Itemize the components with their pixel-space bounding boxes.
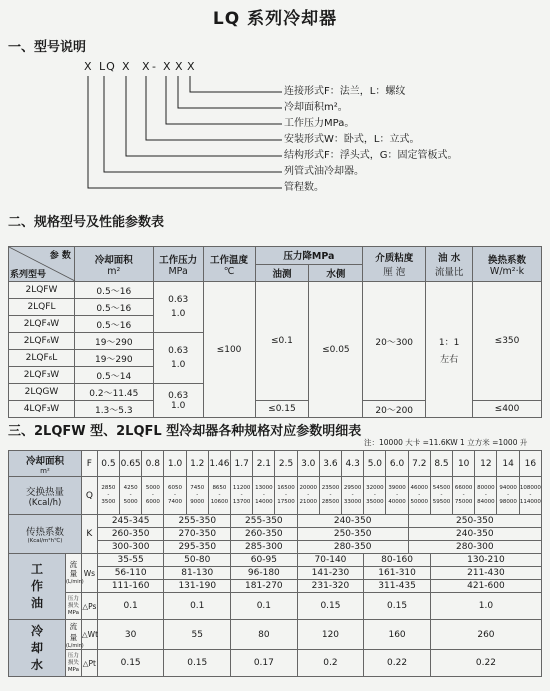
desc-line: 管程数。: [284, 182, 324, 193]
oil-flow-cell: 231-320: [297, 580, 364, 593]
header-pressure: 工作压力 MPa: [153, 247, 203, 282]
area-value: 1.46: [208, 451, 230, 477]
heat-cell: 66000 - 75000: [453, 477, 475, 515]
area-value: 2.5: [275, 451, 297, 477]
code-char: LQ: [99, 60, 116, 73]
header-ratio: 油 水 流量比: [426, 247, 473, 282]
heat-cell: 6050 - 7400: [164, 477, 186, 515]
code-char: -: [152, 60, 157, 73]
area-cell: 0.5～16: [74, 299, 153, 316]
k-cell: 260-350: [231, 528, 298, 541]
pressure-cell: 0.63 1.0: [153, 384, 203, 418]
water-drop-cell: 0.15: [97, 650, 164, 677]
water-flow-cell: 55: [164, 620, 231, 650]
heat-cell: 5000 - 6000: [142, 477, 164, 515]
area-value: 4.3: [342, 451, 364, 477]
heat-cell: 2850 - 3500: [97, 477, 119, 515]
heat-cell: 7450 - 9000: [186, 477, 208, 515]
drop-water-cell: ≤0.05: [309, 282, 363, 418]
water-flow-cell: 80: [231, 620, 298, 650]
symbol-Wt: △Wt: [81, 620, 97, 650]
oil-drop-cell: 0.1: [231, 593, 298, 620]
oil-drop-cell: 1.0: [430, 593, 541, 620]
oil-drop-cell: 0.1: [164, 593, 231, 620]
area-value: 1.2: [186, 451, 208, 477]
area-value: 10: [453, 451, 475, 477]
heat-cell: 108000 - 114000: [519, 477, 541, 515]
water-flow-cell: 30: [97, 620, 164, 650]
model-cell: 2LQGW: [9, 384, 75, 401]
model-cell: 2LQF₆L: [9, 350, 75, 367]
header-area: 冷却面积 m²: [74, 247, 153, 282]
header-drop-water: 水侧: [309, 264, 363, 282]
oil-flow-cell: 311-435: [364, 580, 431, 593]
k-cell: 240-350: [408, 528, 541, 541]
model-cell: 2LQFL: [9, 299, 75, 316]
page-title: LQ 系列冷却器: [212, 9, 338, 29]
k-cell: 245-345: [97, 515, 164, 528]
water-flow-cell: 160: [364, 620, 431, 650]
heat-cell: 11200 - 13700: [231, 477, 253, 515]
symbol-Pt: △Pt: [81, 650, 97, 677]
section-heading-spec: 二、规格型号及性能参数表: [8, 215, 165, 230]
area-cell: 0.2～11.45: [74, 384, 153, 401]
visc-cell: 20～300: [363, 282, 426, 401]
area-value: 0.5: [97, 451, 119, 477]
pressure-cell: 0.63 1.0: [153, 282, 203, 333]
heat-cell: 46000 - 50000: [408, 477, 430, 515]
oil-flow-cell: 80-160: [364, 554, 431, 567]
area-label-cell: 冷却面积 m²: [9, 451, 82, 477]
area-cell: 19～290: [74, 350, 153, 367]
water-drop-cell: 0.22: [430, 650, 541, 677]
k-cell: 240-350: [297, 515, 408, 528]
k-cell: 250-350: [297, 528, 408, 541]
desc-line: 列管式油冷却器。: [284, 166, 364, 177]
flow-label-cell: 流量 (L/min): [65, 554, 81, 593]
model-cell: 2LQF₆W: [9, 333, 75, 350]
k-cell: 280-300: [408, 541, 541, 554]
header-model: 系列型号: [10, 270, 47, 280]
k-cell: 270-350: [164, 528, 231, 541]
area-value: 5.0: [364, 451, 386, 477]
detail-table: [8, 450, 542, 677]
area-value: 3.6: [319, 451, 341, 477]
oil-flow-cell: 70-140: [297, 554, 364, 567]
oil-drop-cell: 0.15: [364, 593, 431, 620]
model-cell: 2LQFW: [9, 282, 75, 299]
area-value: 0.65: [120, 451, 142, 477]
oil-flow-cell: 131-190: [164, 580, 231, 593]
heat-cell: 94000 - 98000: [497, 477, 519, 515]
water-drop-cell: 0.2: [297, 650, 364, 677]
area-cell: 0.5～16: [74, 316, 153, 333]
spec-table: [8, 246, 542, 418]
oil-flow-cell: 161-310: [364, 567, 431, 580]
symbol-F: F: [81, 451, 97, 477]
heat-cell: 80000 - 84000: [475, 477, 497, 515]
desc-line: 安装形式W：卧式，L：立式。: [284, 134, 420, 145]
model-code-descriptions: [284, 84, 458, 196]
oil-label-cell: 工作油: [9, 554, 66, 620]
header-param: 参 数: [49, 251, 71, 261]
temp-cell: ≤100: [203, 282, 255, 418]
oil-flow-cell: 96-180: [231, 567, 298, 580]
diagonal-header-cell: [9, 247, 75, 282]
oil-flow-cell: 60-95: [231, 554, 298, 567]
heat-label-cell: 交换热量 (Kcal/h): [9, 477, 82, 515]
coef-cell: ≤400: [473, 401, 542, 418]
model-cell: 2LQF₄W: [9, 316, 75, 333]
code-char: X: [142, 60, 151, 73]
oil-flow-cell: 211-430: [430, 567, 541, 580]
water-drop-cell: 0.22: [364, 650, 431, 677]
oil-flow-cell: 35-55: [97, 554, 164, 567]
area-cell: 0.5～14: [74, 367, 153, 384]
heat-cell: 13000 - 14000: [253, 477, 275, 515]
visc-cell: 20～200: [363, 401, 426, 418]
k-cell: 255-350: [164, 515, 231, 528]
k-label-cell: 传热系数 (Kcal/m²h℃): [9, 515, 82, 554]
header-temp: 工作温度 ℃: [203, 247, 255, 282]
heat-cell: 8650 - 10600: [208, 477, 230, 515]
pressure-cell: 0.63 1.0: [153, 333, 203, 384]
heat-cell: 4250 - 5000: [120, 477, 142, 515]
area-value: 3.0: [297, 451, 319, 477]
oil-flow-cell: 50-80: [164, 554, 231, 567]
oil-flow-cell: 56-110: [97, 567, 164, 580]
section-heading-detail: 三、2LQFW 型、2LQFL 型冷却器各种规格对应参数明细表: [8, 424, 362, 439]
oil-flow-cell: 181-270: [231, 580, 298, 593]
ratio-cell: 1：1 左右: [426, 282, 473, 418]
k-cell: 250-350: [408, 515, 541, 528]
drop-oil-cell: ≤0.15: [255, 401, 309, 418]
area-value: 12: [475, 451, 497, 477]
desc-line: 工作压力MPa。: [284, 118, 355, 129]
k-cell: 255-350: [231, 515, 298, 528]
oil-flow-cell: 81-130: [164, 567, 231, 580]
header-visc: 介质粘度 厘 泡: [363, 247, 426, 282]
area-value: 16: [519, 451, 541, 477]
oil-flow-cell: 141-230: [297, 567, 364, 580]
model-cell: 4LQF₃W: [9, 401, 75, 418]
code-char: X: [187, 60, 196, 73]
desc-line: 结构形式F：浮头式，G：固定管板式。: [284, 150, 458, 161]
drop-label-cell: 压力损失 MPa: [65, 650, 81, 677]
code-char: X: [84, 60, 93, 73]
flow-label-cell: 流量 (L/min): [65, 621, 84, 649]
water-drop-cell: 0.17: [231, 650, 298, 677]
oil-flow-cell: 421-600: [430, 580, 541, 593]
heat-cell: 23500 - 28500: [319, 477, 341, 515]
k-cell: 260-350: [97, 528, 164, 541]
oil-drop-cell: 0.1: [97, 593, 164, 620]
section-heading-model: 一、型号说明: [8, 40, 87, 55]
area-value: 7.2: [408, 451, 430, 477]
k-cell: 300-300: [97, 541, 164, 554]
area-value: 14: [497, 451, 519, 477]
area-cell: 1.3～5.3: [74, 401, 153, 418]
water-label-cell: 冷却水: [9, 620, 66, 677]
area-value: 1.7: [231, 451, 253, 477]
heat-cell: 29500 - 33000: [342, 477, 364, 515]
header-drop-oil: 油测: [255, 264, 309, 282]
area-value: 1.0: [164, 451, 186, 477]
code-char: X: [163, 60, 172, 73]
k-cell: 280-350: [297, 541, 408, 554]
desc-line: 冷却面积m²。: [284, 102, 348, 113]
symbol-Ws: Ws: [81, 554, 97, 593]
area-value: 2.1: [253, 451, 275, 477]
water-drop-cell: 0.15: [164, 650, 231, 677]
drop-oil-cell: ≤0.1: [255, 282, 309, 401]
oil-flow-cell: 130-210: [430, 554, 541, 567]
model-cell: 2LQF₃W: [9, 367, 75, 384]
area-cell: 19～290: [74, 333, 153, 350]
model-code-leader-lines: [0, 0, 550, 200]
coef-cell: ≤350: [473, 282, 542, 401]
desc-line: 连接形式F：法兰，L：螺纹: [284, 86, 406, 97]
symbol-K: K: [81, 515, 97, 554]
unit-note: 注：10000 大卡 =11.6KW 1 立方米 =1000 升: [364, 438, 528, 447]
area-cell: 0.5～16: [74, 282, 153, 299]
header-drop: 压力降MPa: [255, 247, 363, 265]
oil-drop-cell: 0.15: [297, 593, 364, 620]
symbol-Ps: △Ps: [81, 593, 97, 620]
heat-cell: 39000 - 40000: [386, 477, 408, 515]
oil-flow-cell: 111-160: [97, 580, 164, 593]
water-flow-cell: 260: [430, 620, 541, 650]
heat-cell: 20000 - 21000: [297, 477, 319, 515]
area-value: 8.5: [430, 451, 452, 477]
k-cell: 295-350: [164, 541, 231, 554]
code-char: X: [175, 60, 184, 73]
header-coef: 换热系数 W/m²·k: [473, 247, 542, 282]
code-char: X: [122, 60, 131, 73]
water-flow-cell: 120: [297, 620, 364, 650]
symbol-Q: Q: [81, 477, 97, 515]
area-value: 0.8: [142, 451, 164, 477]
k-cell: 285-300: [231, 541, 298, 554]
heat-cell: 54500 - 59500: [430, 477, 452, 515]
heat-cell: 32000 - 35000: [364, 477, 386, 515]
area-value: 6.0: [386, 451, 408, 477]
heat-cell: 16500 - 17500: [275, 477, 297, 515]
drop-label-cell: 压力损失 MPa: [65, 593, 81, 620]
